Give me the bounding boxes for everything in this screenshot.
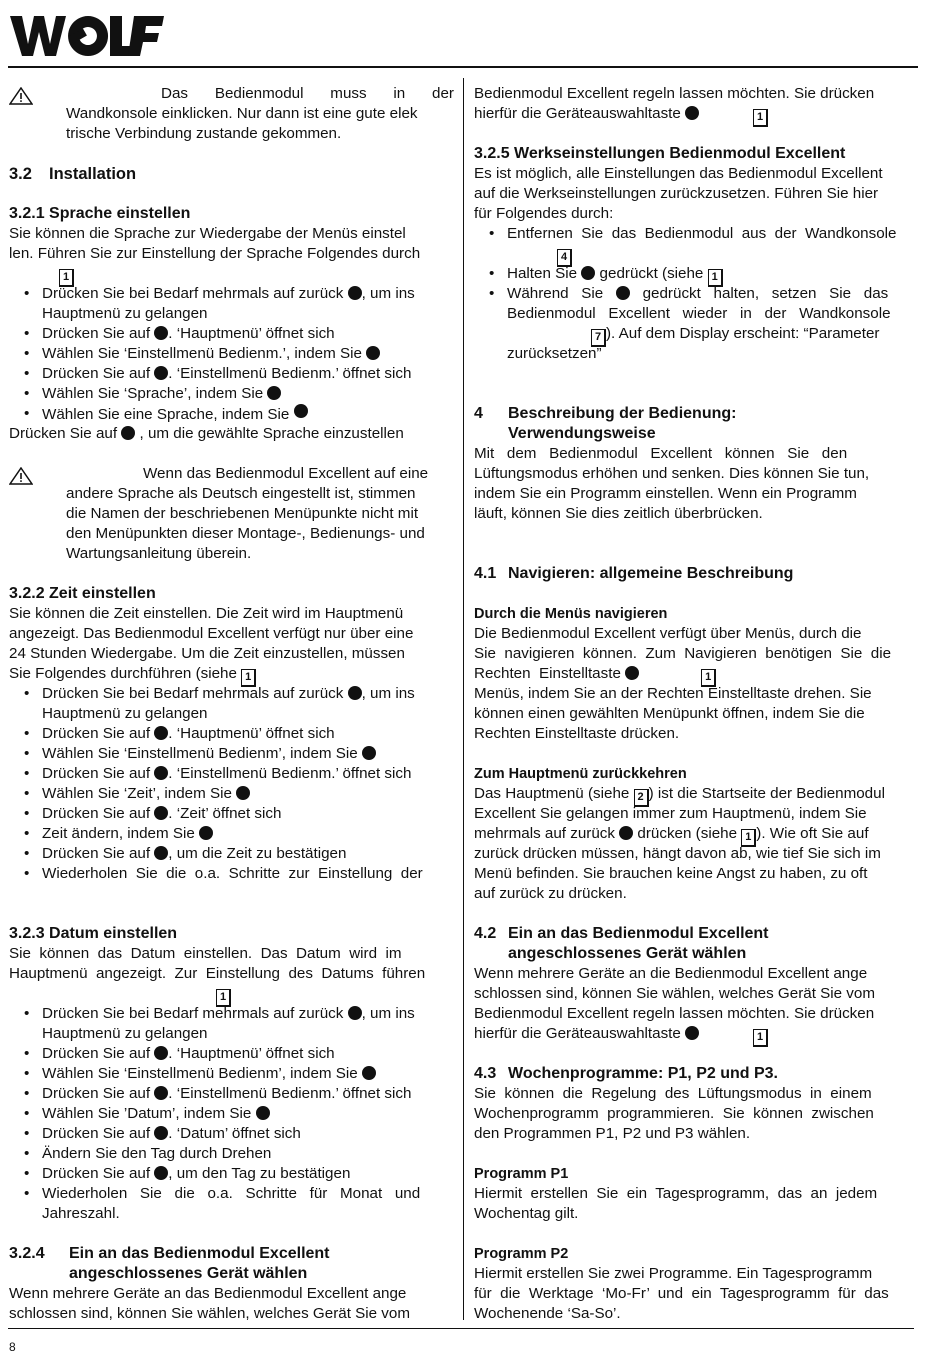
knob-icon (154, 326, 168, 340)
paragraph-line: len. Führen Sie zur Einstellung der Sprache Folgendes durch (9, 245, 421, 262)
header-rule (8, 66, 918, 68)
list-item: • Drücken Sie auf . ‘Hauptmenü’ öffnet sich (24, 1045, 335, 1062)
knob-icon (154, 1086, 168, 1100)
knob-icon (154, 1046, 168, 1060)
paragraph-line: Hiermit erstellen Sie zwei Programme. Ein Tagesprogramm (474, 1265, 873, 1282)
section-heading-3-2-3: 3.2.3 Datum einstellen (9, 925, 178, 942)
list-item: • Wählen Sie ‘Zeit’, indem Sie (9, 784, 454, 804)
list-item-cont: Hauptmenü zu gelangen (42, 305, 208, 322)
paragraph-line: Sie Folgendes durchführen (siehe 1 (9, 664, 454, 684)
note-text: Wandkonsole einklicken. Nur dann ist eine gute elek (66, 105, 418, 122)
figure-reference: 1 (741, 829, 756, 847)
note-text: Wartungsanleitung überein. (66, 545, 252, 562)
list-item: • Drücken Sie auf , um den Tag zu bestätigen (24, 1165, 351, 1182)
paragraph-line: können einen gewählten Menüpunkt öffnen, indem Sie die (474, 705, 865, 722)
list-item: • Zeit ändern, indem Sie (9, 824, 454, 844)
paragraph-line: Hiermit erstellen Sie ein Tagesprogramm, das an jedem (474, 1185, 878, 1202)
list-item-cont (507, 244, 919, 264)
paragraph-line: Das Hauptmenü (siehe 2 ) ist die Startseite der Bedienmodul (474, 784, 919, 804)
knob-icon (294, 404, 308, 418)
paragraph-line: Rechten Einstelltaste 1 (474, 664, 919, 684)
section-heading-4-cont: Verwendungsweise (508, 425, 656, 442)
footer-rule (8, 1328, 914, 1329)
figure-reference: 7 (591, 329, 606, 347)
figure-reference: 1 (753, 109, 768, 127)
paragraph-line: Wochenprogramm programmieren. Sie können zwischen (474, 1105, 874, 1122)
knob-icon (236, 786, 250, 800)
paragraph-line: angezeigt. Das Bedienmodul Excellent verfügt nur über eine (9, 625, 414, 642)
paragraph-line: läuft, können Sie dies zeitlich überbrücken. (474, 505, 763, 522)
paragraph-line: Drücken Sie auf , um die gewählte Sprache einzustellen (9, 425, 404, 442)
page-number: 8 (9, 1340, 16, 1354)
paragraph-line: Wenn mehrere Geräte an die Bedienmodul Excellent ange (474, 965, 868, 982)
paragraph-line: zurück drücken müssen, hängt davon ab, wie tief Sie sich im (474, 845, 881, 862)
right-dial-icon (625, 666, 639, 680)
list-item-cont: Bedienmodul Excellent wieder in der Wandkonsole (507, 305, 891, 322)
left-column (9, 84, 454, 1324)
paragraph-line: Excellent Sie gelangen immer zum Hauptmenü, indem Sie (474, 805, 867, 822)
figure-reference: 1 (59, 269, 74, 287)
back-button-icon (348, 686, 362, 700)
list-item: • Ändern Sie den Tag durch Drehen (24, 1145, 272, 1162)
list-item: • Wählen Sie ‘Einstellmenü Bedienm.’, indem Sie (9, 344, 454, 364)
list-item-cont: Jahreszahl. (42, 1205, 120, 1222)
knob-icon (154, 846, 168, 860)
back-button-icon (348, 286, 362, 300)
list-item: • Wiederholen Sie die o.a. Schritte für Monat und (24, 1185, 421, 1202)
paragraph-line (9, 984, 454, 1004)
list-item: • Drücken Sie auf , um die Zeit zu bestätigen (24, 845, 347, 862)
note-text: Das Bedienmodul muss in der (161, 85, 454, 102)
back-button-icon (581, 266, 595, 280)
paragraph-line: Sie navigieren können. Zum Navigieren benötigen Sie die (474, 645, 892, 662)
list-item: • Drücken Sie auf . ‘Hauptmenü’ öffnet sich (24, 725, 335, 742)
paragraph-line: Menü befinden. Sie brauchen keine Angst zu haben, zu oft (474, 865, 868, 882)
paragraph-line: schlossen sind, können Sie wählen, welches Gerät Sie vom (9, 1305, 410, 1322)
knob-icon (267, 386, 281, 400)
figure-reference: 1 (216, 989, 231, 1007)
paragraph-line: Sie können die Zeit einstellen. Die Zeit wird im Hauptmenü (9, 605, 404, 622)
figure-reference: 1 (701, 669, 716, 687)
list-item: • Drücken Sie auf . ‘Einstellmenü Bedienm.’ öffnet sich (24, 1085, 412, 1102)
list-item: • Drücken Sie bei Bedarf mehrmals auf zurück , um ins (24, 685, 415, 702)
knob-icon (199, 826, 213, 840)
device-select-button-icon (685, 106, 699, 120)
paragraph-line (9, 264, 454, 284)
list-item: • Drücken Sie bei Bedarf mehrmals auf zurück , um ins (24, 1005, 415, 1022)
knob-icon (154, 806, 168, 820)
figure-reference: 1 (753, 1029, 768, 1047)
list-item-cont: Hauptmenü zu gelangen (42, 705, 208, 722)
list-item: • Entfernen Sie das Bedienmodul aus der Wandkonsole (489, 225, 897, 242)
subheading: Durch die Menüs navigieren (474, 606, 668, 622)
knob-icon (121, 426, 135, 440)
list-item-cont: Hauptmenü zu gelangen (42, 1025, 208, 1042)
paragraph-line: Die Bedienmodul Excellent verfügt über Menüs, durch die (474, 625, 862, 642)
back-button-icon (616, 286, 630, 300)
paragraph-line: auf die Werkseinstellungen zurückzusetzen. Führen Sie hier (474, 185, 879, 202)
paragraph-line: 24 Stunden Wiedergabe. Um die Zeit einzustellen, müssen (9, 645, 405, 662)
knob-icon (362, 1066, 376, 1080)
list-item: • Während Sie gedrückt halten, setzen Sie das (489, 285, 889, 302)
figure-reference: 4 (557, 249, 572, 267)
list-item-cont: 7 ). Auf dem Display erscheint: “Parameter (507, 324, 919, 344)
figure-reference: 2 (634, 789, 649, 807)
list-item: • Drücken Sie auf . ‘Zeit’ öffnet sich (24, 805, 282, 822)
note-wall-console (9, 84, 454, 144)
back-button-icon (348, 1006, 362, 1020)
section-heading-3-2-5: 3.2.5 Werkseinstellungen Bedienmodul Excellent (474, 145, 846, 162)
list-item: • Wiederholen Sie die o.a. Schritte zur Einstellung der (24, 865, 423, 882)
paragraph-line: Sie können die Regelung des Lüftungsmodus in einem (474, 1085, 872, 1102)
paragraph-line: hierfür die Geräteauswahltaste 1 (474, 1024, 919, 1044)
section-heading-4: 4 Beschreibung der Bedienung: (474, 405, 737, 422)
paragraph-line: Bedienmodul Excellent regeln lassen möchten. Sie drücken (474, 85, 875, 102)
right-column (474, 84, 919, 1324)
knob-icon (366, 346, 380, 360)
knob-icon (154, 726, 168, 740)
paragraph-line: Es ist möglich, alle Einstellungen das Bedienmodul Excellent (474, 165, 883, 182)
section-heading-3-2-4-cont: angeschlossenes Gerät wählen (69, 1265, 308, 1282)
list-item: • Drücken Sie auf . ‘Einstellmenü Bedienm.’ öffnet sich (24, 765, 412, 782)
paragraph-line: Sie können die Sprache zur Wiedergabe der Menüs einstel (9, 225, 406, 242)
knob-icon (154, 766, 168, 780)
knob-icon (362, 746, 376, 760)
note-text: Wenn das Bedienmodul Excellent auf eine (143, 465, 429, 482)
section-heading-3-2-4: 3.2.4 Ein an das Bedienmodul Excellent (9, 1245, 330, 1262)
figure-reference: 1 (708, 269, 723, 287)
section-heading-4-2: 4.2 Ein an das Bedienmodul Excellent (474, 925, 769, 942)
list-item: • Wählen Sie ‘Einstellmenü Bedienm’, indem Sie (9, 744, 454, 764)
section-heading-3-2-1: 3.2.1 Sprache einstellen (9, 205, 191, 222)
section-heading-4-3: 4.3 Wochenprogramme: P1, P2 und P3. (474, 1065, 778, 1082)
paragraph-line: für Folgendes durch: (474, 205, 614, 222)
paragraph-line: Menüs, indem Sie an der Rechten Einstelltaste drehen. Sie (474, 685, 872, 702)
paragraph-line: für die Werktage ‘Mo-Fr’ und ein Tagesprogramm für das (474, 1285, 889, 1302)
paragraph-line: mehrmals auf zurück drücken (siehe 1 ). Wie oft Sie auf (474, 824, 919, 844)
list-item: • Wählen Sie ’Datum’, indem Sie (9, 1104, 454, 1124)
note-language (9, 464, 454, 564)
list-item: • Wählen Sie ‘Sprache’, indem Sie (9, 384, 454, 404)
paragraph-line: Wenn mehrere Geräte an das Bedienmodul Excellent ange (9, 1285, 407, 1302)
section-heading-4-1: 4.1 Navigieren: allgemeine Beschreibung (474, 565, 794, 582)
section-heading-3-2: 3.2 Installation (9, 165, 137, 183)
paragraph-line: Mit dem Bedienmodul Excellent können Sie den (474, 445, 848, 462)
paragraph-line: den Programmen P1, P2 und P3 wählen. (474, 1125, 751, 1142)
paragraph-line: Hauptmenü angezeigt. Zur Einstellung des Datums führen (9, 965, 426, 982)
list-item: • Wählen Sie ‘Einstellmenü Bedienm’, indem Sie (9, 1064, 454, 1084)
warning-icon (9, 87, 33, 105)
paragraph-line: schlossen sind, können Sie wählen, welches Gerät Sie vom (474, 985, 875, 1002)
warning-icon (9, 467, 33, 485)
paragraph-line: Wochenende ‘Sa-So’. (474, 1305, 621, 1322)
paragraph-line: auf zurück zu drücken. (474, 885, 627, 902)
back-button-icon (619, 826, 633, 840)
list-item-cont: zurücksetzen” (507, 345, 602, 362)
subheading: Zum Hauptmenü zurückkehren (474, 766, 687, 782)
paragraph-line: Lüftungsmodus erhöhen und senken. Dies können Sie tun, (474, 465, 870, 482)
knob-icon (154, 1126, 168, 1140)
knob-icon (154, 1166, 168, 1180)
device-select-button-icon (685, 1026, 699, 1040)
knob-icon (154, 366, 168, 380)
paragraph-line: Bedienmodul Excellent regeln lassen möchten. Sie drücken (474, 1005, 875, 1022)
note-text: andere Sprache als Deutsch eingestellt ist, stimmen (66, 485, 416, 502)
section-heading-3-2-2: 3.2.2 Zeit einstellen (9, 585, 156, 602)
list-item: • Halten Sie gedrückt (siehe 1 (474, 264, 919, 284)
note-text: trische Verbindung zustande gekommen. (66, 125, 342, 142)
list-item: • Drücken Sie auf . ‘Einstellmenü Bedienm.’ öffnet sich (24, 365, 412, 382)
paragraph-line: Rechten Einstelltaste drücken. (474, 725, 680, 742)
list-item: • Drücken Sie auf . ‘Hauptmenü’ öffnet sich (24, 325, 335, 342)
list-item: • Drücken Sie auf . ‘Datum’ öffnet sich (24, 1125, 301, 1142)
paragraph-line: Wochentag gilt. (474, 1205, 579, 1222)
list-item: • Wählen Sie eine Sprache, indem Sie (9, 404, 454, 424)
note-text: den Menüpunkten dieser Montage-, Bedienungs- und (66, 525, 425, 542)
paragraph-line: Sie können das Datum einstellen. Das Datum wird im (9, 945, 402, 962)
paragraph-line: indem Sie ein Programm einstellen. Wenn ein Programm (474, 485, 857, 502)
subheading: Programm P2 (474, 1246, 569, 1262)
wolf-logo (10, 14, 164, 58)
subheading: Programm P1 (474, 1166, 569, 1182)
figure-reference: 1 (241, 669, 256, 687)
section-heading-4-2-cont: angeschlossenes Gerät wählen (508, 945, 747, 962)
knob-icon (256, 1106, 270, 1120)
note-text: die Namen der beschriebenen Menüpunkte nicht mit (66, 505, 419, 522)
list-item: • Drücken Sie bei Bedarf mehrmals auf zurück , um ins (24, 285, 415, 302)
column-divider (463, 78, 464, 1320)
paragraph-line: hierfür die Geräteauswahltaste 1 (474, 104, 919, 124)
